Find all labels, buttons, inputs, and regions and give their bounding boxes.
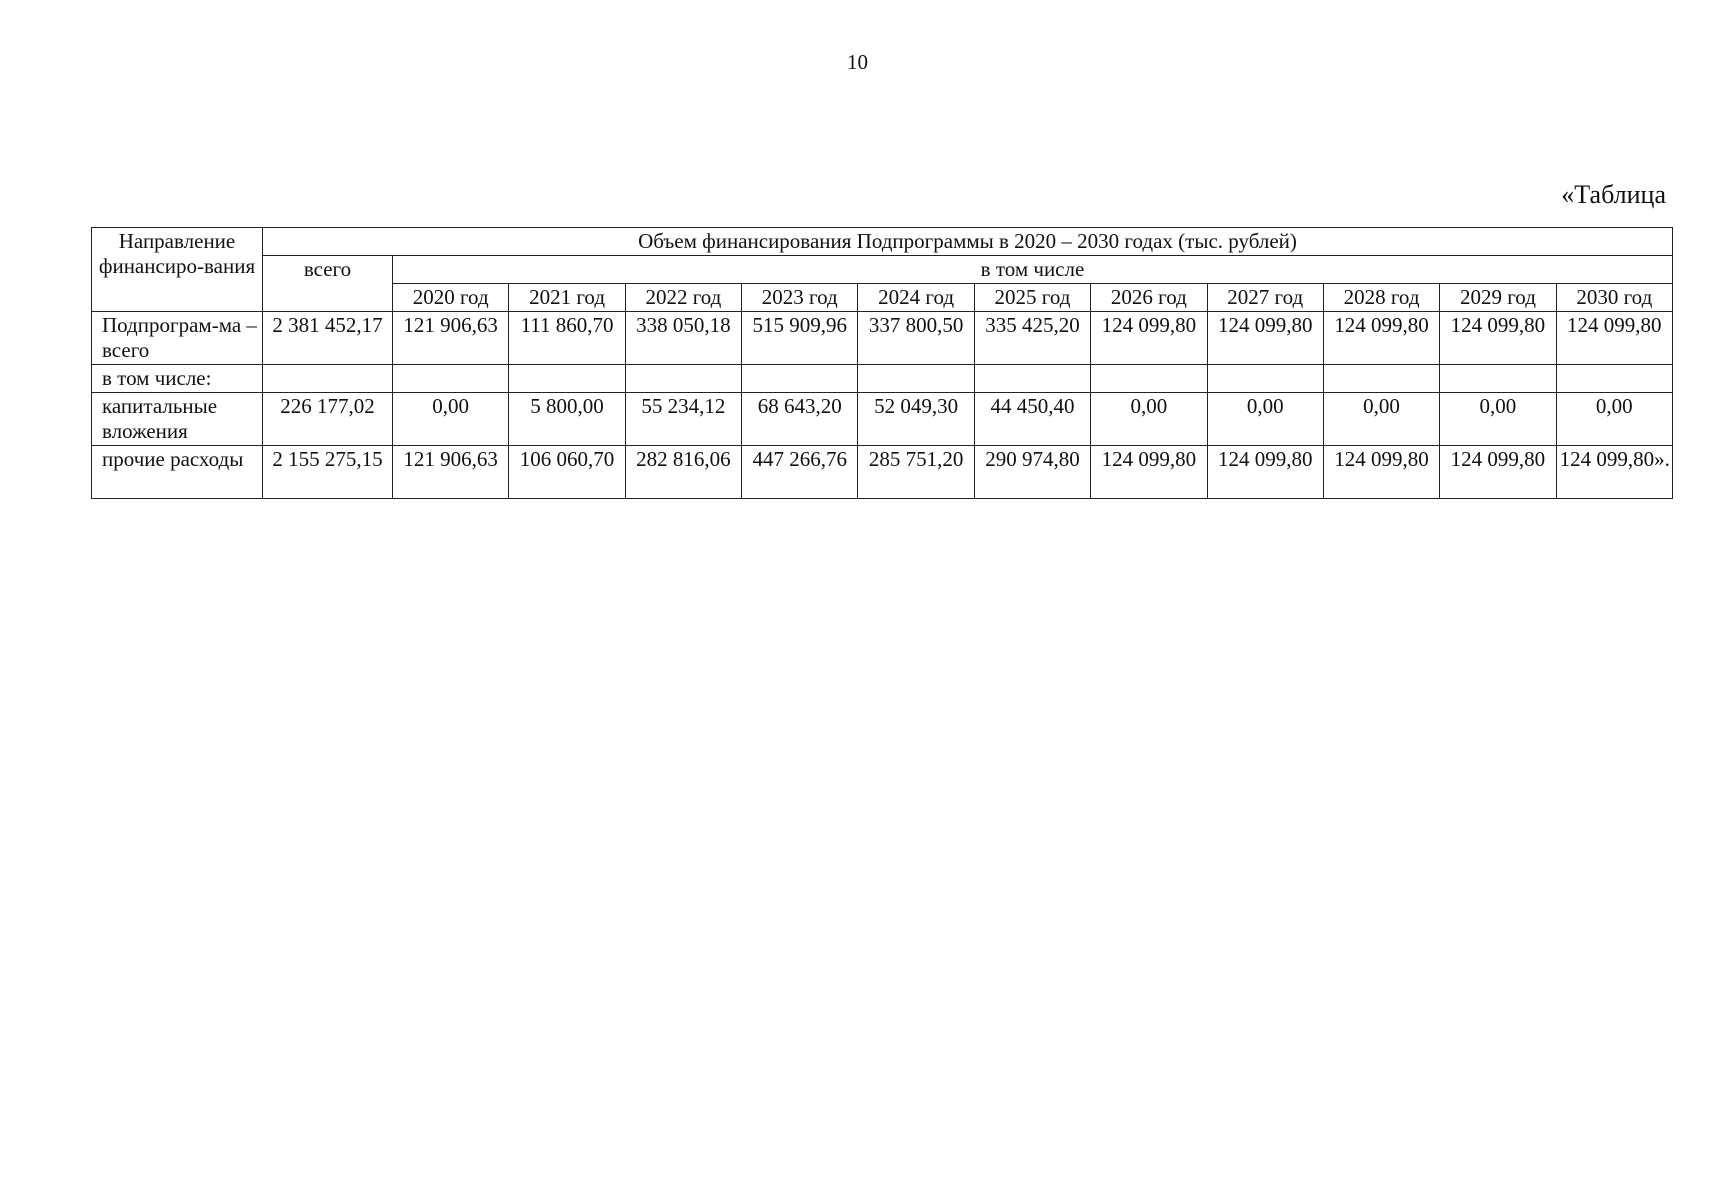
row-value-cell: 111 860,70 [509, 312, 625, 365]
row-value-cell: 124 099,80 [1440, 446, 1556, 499]
row-value-cell [1440, 365, 1556, 393]
header-year: 2020 год [393, 284, 509, 312]
header-year: 2029 год [1440, 284, 1556, 312]
row-value-cell: 44 450,40 [974, 393, 1090, 446]
row-total-cell [263, 365, 393, 393]
row-value-cell: 0,00 [1207, 393, 1323, 446]
row-value-cell: 124 099,80 [1556, 312, 1672, 365]
row-value-cell [1207, 365, 1323, 393]
table-row [92, 393, 1673, 446]
row-label: Подпрограм-ма – всего [92, 312, 263, 365]
row-total-cell: 2 155 275,15 [263, 446, 393, 499]
row-value-cell: 52 049,30 [858, 393, 974, 446]
row-value-cell [1323, 365, 1439, 393]
row-value-cell: 121 906,63 [393, 312, 509, 365]
row-value-cell: 124 099,80 [1207, 312, 1323, 365]
row-value-cell: 337 800,50 [858, 312, 974, 365]
row-value-cell: 124 099,80 [1440, 312, 1556, 365]
row-value-cell: 68 643,20 [742, 393, 858, 446]
header-year: 2024 год [858, 284, 974, 312]
row-value-cell: 124 099,80». [1556, 446, 1672, 499]
row-value-cell: 447 266,76 [742, 446, 858, 499]
row-label: прочие расходы [92, 446, 263, 499]
row-value-cell [742, 365, 858, 393]
table-label: «Таблица [1561, 180, 1666, 209]
financing-table [91, 227, 1673, 499]
row-value-cell: 5 800,00 [509, 393, 625, 446]
row-value-cell: 55 234,12 [625, 393, 741, 446]
header-volume: Объем финансирования Подпрограммы в 2020 – 2030 годах (тыс. рублей) [263, 228, 1673, 256]
header-direction: Направление финансиро-вания [92, 228, 263, 312]
row-value-cell: 0,00 [1440, 393, 1556, 446]
row-value-cell [393, 365, 509, 393]
header-year: 2030 год [1556, 284, 1672, 312]
row-value-cell: 124 099,80 [1207, 446, 1323, 499]
row-total-cell: 226 177,02 [263, 393, 393, 446]
table-row [92, 446, 1673, 499]
row-value-cell: 0,00 [1091, 393, 1207, 446]
header-year: 2026 год [1091, 284, 1207, 312]
row-value-cell: 106 060,70 [509, 446, 625, 499]
row-value-cell: 338 050,18 [625, 312, 741, 365]
table-row [92, 365, 1673, 393]
header-year: 2027 год [1207, 284, 1323, 312]
row-value-cell: 282 816,06 [625, 446, 741, 499]
row-value-cell: 124 099,80 [1091, 312, 1207, 365]
row-value-cell: 515 909,96 [742, 312, 858, 365]
row-value-cell [1091, 365, 1207, 393]
row-value-cell [1556, 365, 1672, 393]
header-year: 2028 год [1323, 284, 1439, 312]
row-value-cell: 285 751,20 [858, 446, 974, 499]
row-value-cell [625, 365, 741, 393]
row-value-cell: 124 099,80 [1091, 446, 1207, 499]
row-value-cell: 0,00 [1556, 393, 1672, 446]
table-row [92, 312, 1673, 365]
row-value-cell [974, 365, 1090, 393]
row-value-cell: 290 974,80 [974, 446, 1090, 499]
row-value-cell: 124 099,80 [1323, 312, 1439, 365]
row-value-cell: 124 099,80 [1323, 446, 1439, 499]
row-value-cell [858, 365, 974, 393]
header-year: 2025 год [974, 284, 1090, 312]
row-value-cell [509, 365, 625, 393]
row-value-cell: 121 906,63 [393, 446, 509, 499]
header-year: 2023 год [742, 284, 858, 312]
header-year: 2022 год [625, 284, 741, 312]
row-value-cell: 335 425,20 [974, 312, 1090, 365]
row-total-cell: 2 381 452,17 [263, 312, 393, 365]
page-number: 10 [847, 50, 868, 74]
header-total: всего [263, 256, 393, 312]
row-label: капитальные вложения [92, 393, 263, 446]
header-including: в том числе [393, 256, 1673, 284]
header-year: 2021 год [509, 284, 625, 312]
row-value-cell: 0,00 [1323, 393, 1439, 446]
row-label: в том числе: [92, 365, 263, 393]
row-value-cell: 0,00 [393, 393, 509, 446]
